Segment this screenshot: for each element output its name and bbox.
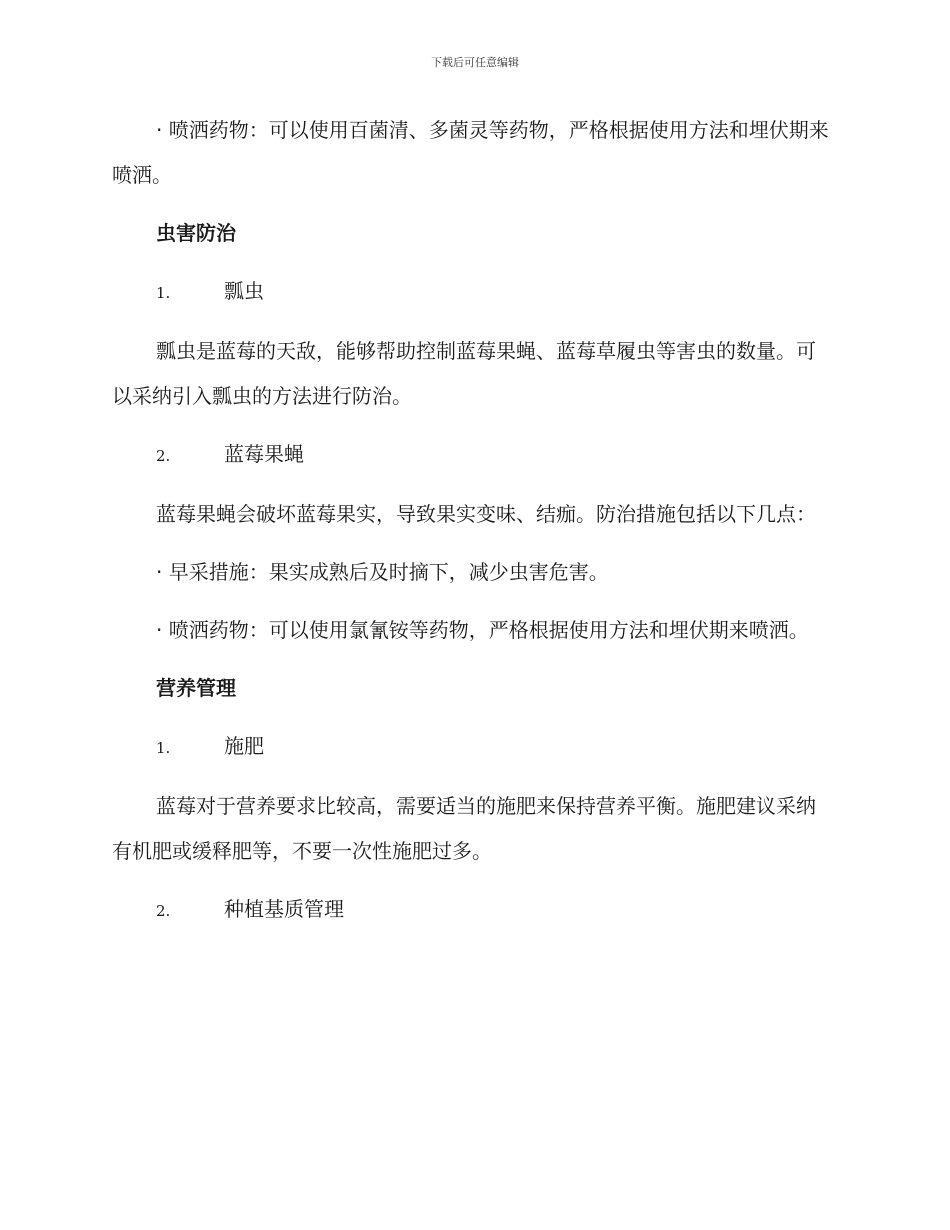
item-number: 2. <box>156 902 171 920</box>
paragraph-fertilizing: 蓝莓对于营养要求比较高，需要适当的施肥来保持营养平衡。施肥建议采纳有机肥或缓释肥等，不要一次性施肥过多。 <box>112 794 816 863</box>
section-heading-pest-control: 虫害防治 <box>156 221 236 245</box>
page-header: 下载后可任意编辑 <box>431 56 519 69</box>
numbered-item-ladybug <box>112 269 830 316</box>
item-number: 1. <box>156 739 171 757</box>
numbered-item-fruit-fly <box>112 432 830 479</box>
paragraph-fruit-fly: 蓝莓果蝇会破坏蓝莓果实，导致果实变味、结痂。防治措施包括以下几点： <box>156 502 816 526</box>
paragraph-spray-insecticide: · 喷洒药物：可以使用氯氰铵等药物，严格根据使用方法和埋伏期来喷洒。 <box>156 618 809 642</box>
item-label: 种植基质管理 <box>224 897 344 921</box>
paragraph-ladybug: 瓢虫是蓝莓的天敌，能够帮助控制蓝莓果蝇、蓝莓草履虫等害虫的数量。可以采纳引入瓢虫的方法进行防治。 <box>112 339 816 408</box>
item-number: 1. <box>156 284 171 302</box>
numbered-item-substrate <box>112 887 830 934</box>
item-number: 2. <box>156 447 171 465</box>
numbered-item-fertilizing <box>112 724 830 771</box>
section-heading-nutrition: 营养管理 <box>156 676 236 700</box>
paragraph-spray-fungicide: · 喷洒药物：可以使用百菌清、多菌灵等药物，严格根据使用方法和埋伏期来喷洒。 <box>112 118 829 187</box>
item-label: 瓢虫 <box>224 279 264 303</box>
document-body <box>112 108 830 947</box>
paragraph-early-harvest: · 早采措施：果实成熟后及时摘下，减少虫害危害。 <box>156 560 609 584</box>
item-label: 施肥 <box>224 734 264 758</box>
item-label: 蓝莓果蝇 <box>224 442 304 466</box>
